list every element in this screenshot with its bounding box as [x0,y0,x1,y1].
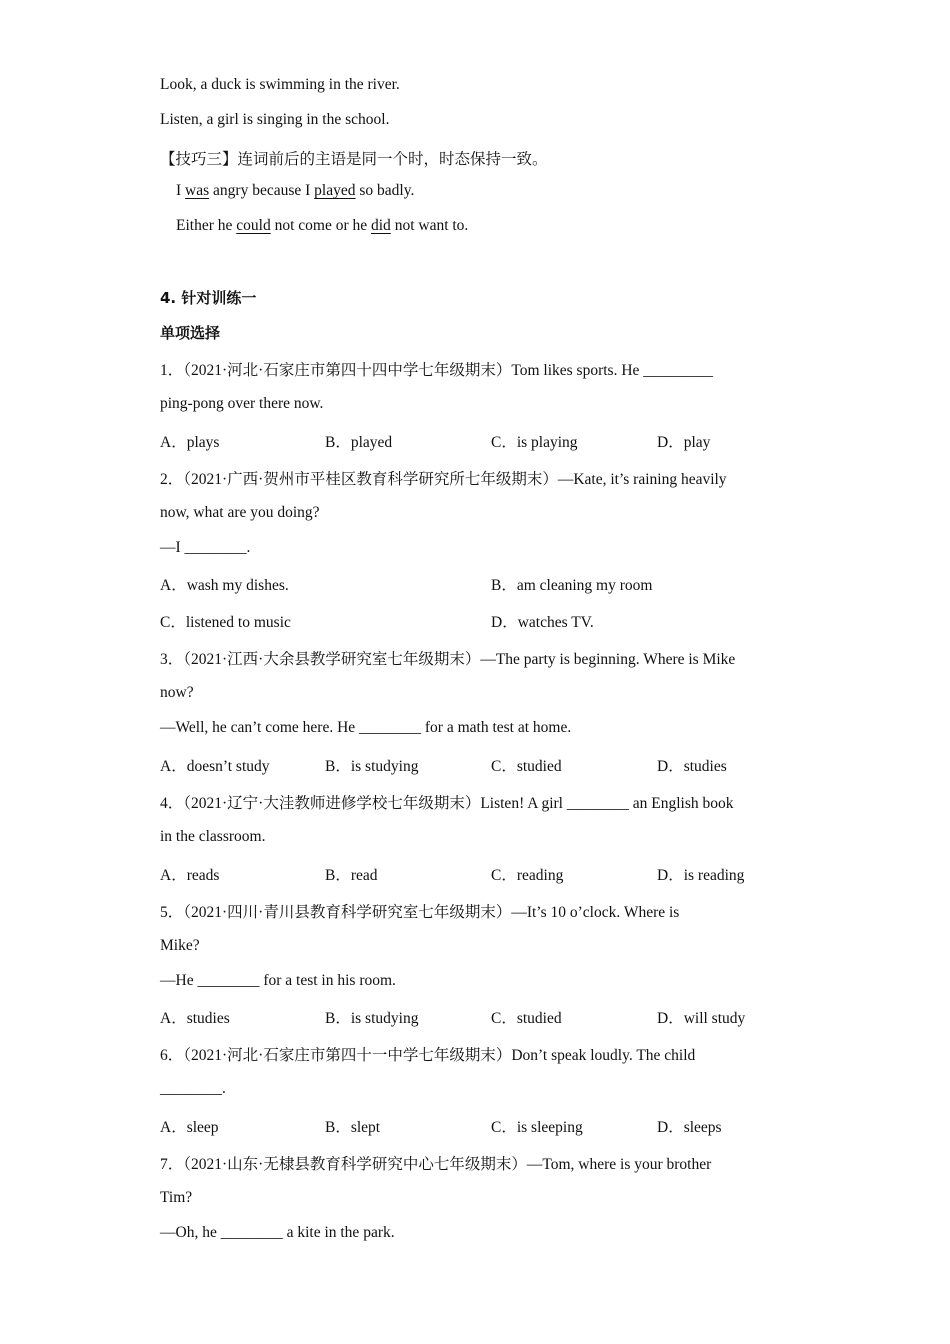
question-4-line-2: in the classroom. [160,828,266,845]
text-segment: not want to. [390,217,469,234]
question-3-line-3: —Well, he can’t come here. He ________ for a math test at home. [160,719,572,736]
text-segment: not come or he [270,217,371,234]
question-2-line-1: 2．（2021·广西·贺州市平桂区教育科学研究所七年级期末）—Kate, it’s raining heavily [160,471,727,488]
question-6-option-a: A．sleep [160,1119,219,1136]
question-5-line-2: Mike? [160,937,200,954]
example-sentence-2: Listen, a girl is singing in the school. [160,111,390,128]
question-2-option-a: A．wash my dishes. [160,577,289,594]
tip-example-1 [176,182,414,200]
question-6-option-c: C．is sleeping [491,1119,583,1136]
question-1-option-a: A．plays [160,434,220,451]
question-5-line-3: —He ________ for a test in his room. [160,972,396,989]
question-3-option-d: D．studies [657,758,727,775]
question-3-option-b: B．is studying [325,758,419,775]
section-title: 4. 针对训练一 [160,289,257,307]
question-3-option-c: C．studied [491,758,562,775]
section-subtitle: 单项选择 [160,324,221,342]
question-7-line-1: 7．（2021·山东·无棣县教育科学研究中心七年级期末）—Tom, where is your brother [160,1156,712,1173]
text-segment: so badly. [355,182,415,199]
question-7-line-2: Tim? [160,1189,193,1206]
underlined-verb: was [185,182,210,199]
question-1-option-b: B．played [325,434,393,451]
question-2-option-b: B．am cleaning my room [491,577,653,594]
example-sentence-1: Look, a duck is swimming in the river. [160,76,400,93]
question-6-option-d: D．sleeps [657,1119,722,1136]
text-segment: I [176,182,186,199]
question-4-line-1: 4．（2021·辽宁·大洼教师进修学校七年级期末）Listen! A girl ________ an English book [160,795,734,812]
question-5-option-d: D．will study [657,1010,746,1027]
question-5-line-1: 5．（2021·四川·青川县教育科学研究室七年级期末）—It’s 10 o’clock. Where is [160,904,680,921]
question-2-option-d: D．watches TV. [491,614,594,631]
question-2-option-c: C．listened to music [160,614,291,631]
text-segment: Either he [176,217,237,234]
tip-example-2 [176,217,468,235]
question-6-option-b: B．slept [325,1119,381,1136]
question-3-option-a: A．doesn’t study [160,758,270,775]
question-1-option-d: D．play [657,434,711,451]
question-4-option-b: B．read [325,867,378,884]
question-4-option-c: C．reading [491,867,564,884]
question-1-line-2: ping-pong over there now. [160,395,324,412]
question-4-option-d: D．is reading [657,867,745,884]
underlined-verb: played [314,182,356,199]
question-1-line-1: 1．（2021·河北·石家庄市第四十四中学七年级期末）Tom likes sports. He _________ [160,362,714,379]
underlined-verb: could [236,217,271,234]
question-4-option-a: A．reads [160,867,220,884]
question-5-option-c: C．studied [491,1010,562,1027]
underlined-verb: did [371,217,391,234]
text-segment: angry because I [209,182,315,199]
question-1-option-c: C．is playing [491,434,578,451]
question-2-line-2: now, what are you doing? [160,504,320,521]
question-5-option-a: A．studies [160,1010,230,1027]
question-7-line-3: —Oh, he ________ a kite in the park. [160,1224,395,1241]
question-2-line-3: —I ________. [160,539,251,556]
question-6-line-2: ________. [160,1080,226,1097]
question-3-line-1: 3．（2021·江西·大余县教学研究室七年级期末）—The party is beginning. Where is Mike [160,651,736,668]
question-3-line-2: now? [160,684,194,701]
question-5-option-b: B．is studying [325,1010,419,1027]
tip-three: 【技巧三】连词前后的主语是同一个时，时态保持一致。 [160,151,548,168]
question-6-line-1: 6．（2021·河北·石家庄市第四十一中学七年级期末）Don’t speak loudly. The child [160,1047,696,1064]
